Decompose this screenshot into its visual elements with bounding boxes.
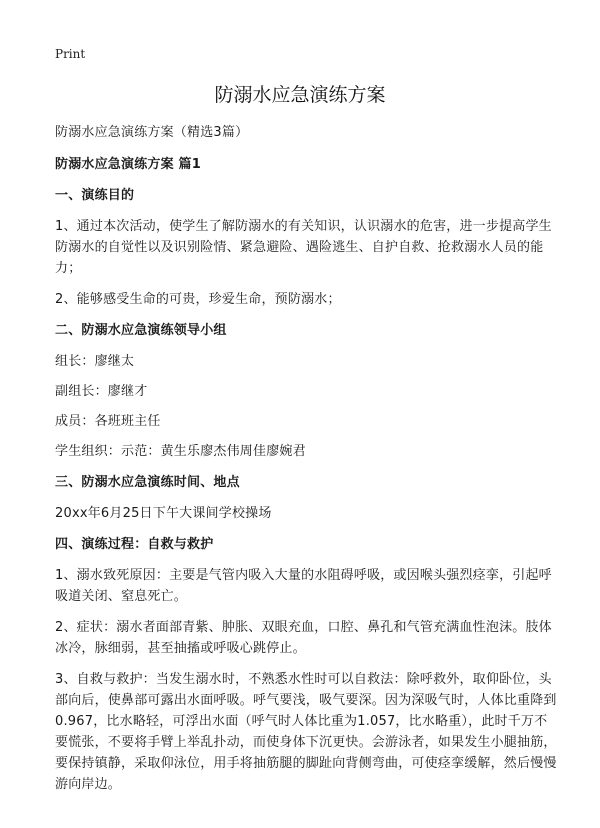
document-body — [55, 122, 560, 805]
paragraph-self-rescue: 3、自救与救护：当发生溺水时，不熟悉水性时可以自救法：除呼救外，取仰卧位，头部向后，使鼻部可露出水面呼吸。呼气要浅，吸气要深。因为深吸气时，人体比重降到0.967，比水略轻，可浮出水面（呼气时人体比重为1.057，比水略重），此时千万不要慌张，不要将手臂上举乱扑动，而使身体下沉更快。会游泳者，如果发生小腿抽筋，要保持镇静，采取仰泳位，用手将抽筋腿的脚趾向背侧弯曲，可使痉挛缓解，然后慢慢游向岸边。 — [55, 672, 557, 792]
print-label: Print — [55, 47, 86, 61]
paragraph-cause-of-death: 1、溺水致死原因：主要是气管内吸入大量的水阻碍呼吸，或因喉头强烈痉挛，引起呼吸道关闭、窒息死亡。 — [55, 568, 552, 604]
paragraph-deputy-leader: 副组长：廖继才 — [55, 384, 148, 399]
section-heading-process: 四、演练过程：自救与救护 — [55, 537, 214, 552]
page-title: 防溺水应急演练方案 — [214, 84, 386, 106]
paragraph-members: 成员：各班班主任 — [55, 414, 161, 429]
paragraph-purpose-2: 2、能够感受生命的可贵，珍爱生命，预防溺水； — [55, 292, 341, 307]
article-heading: 防溺水应急演练方案 篇1 — [55, 157, 201, 172]
paragraph-time-place: 20xx年6月25日下午大课间学校操场 — [55, 506, 272, 521]
paragraph-symptoms: 2、症状：溺水者面部青紫、肿胀、双眼充血，口腔、鼻孔和气管充满血性泡沫。肢体冰冷，脉细弱，甚至抽搐或呼吸心跳停止。 — [55, 620, 552, 656]
section-heading-leadership: 二、防溺水应急演练领导小组 — [55, 323, 227, 338]
section-heading-time-place: 三、防溺水应急演练时间、地点 — [55, 475, 240, 490]
section-heading-purpose: 一、演练目的 — [55, 188, 135, 203]
document-subtitle: 防溺水应急演练方案（精选3篇） — [55, 125, 249, 140]
paragraph-student-organization: 学生组织：示范：黄生乐廖杰伟周佳廖婉君 — [55, 444, 306, 459]
paragraph-leader: 组长：廖继太 — [55, 354, 135, 369]
paragraph-purpose-1: 1、通过本次活动，使学生了解防溺水的有关知识，认识溺水的危害，进一步提高学生防溺水的自觉性以及识别险情、紧急避险、遇险逃生、自护自救、抢救溺水人员的能力； — [55, 219, 552, 276]
